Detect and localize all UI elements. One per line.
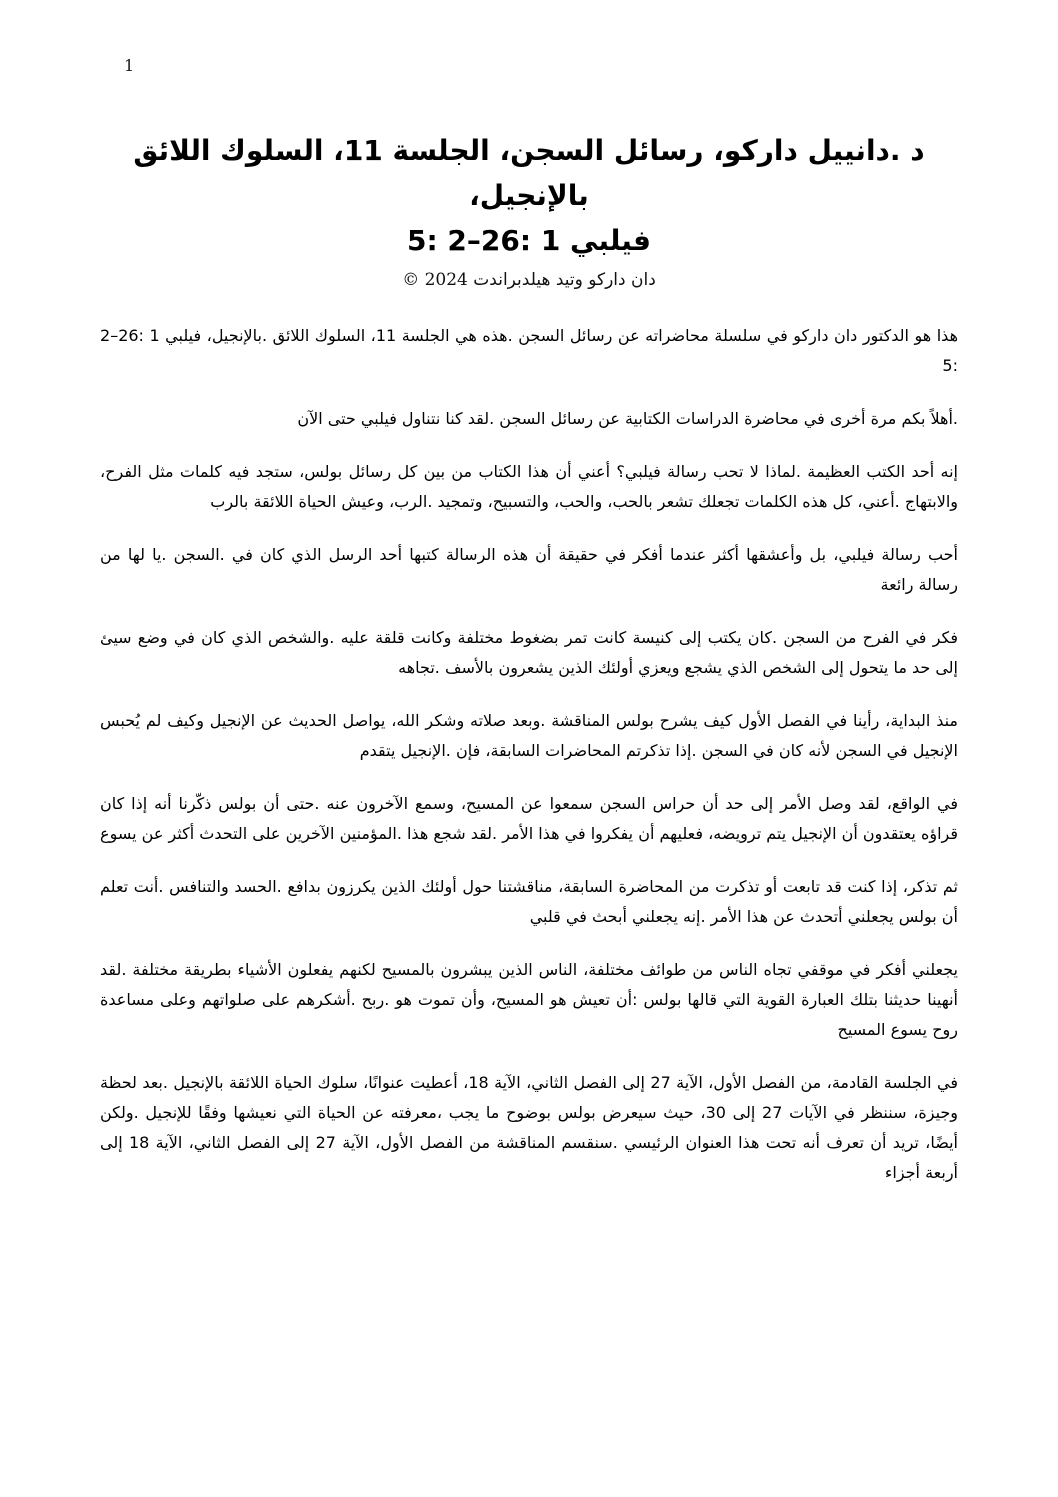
paragraph: .أهلاً بكم مرة أخرى في محاضرة الدراسات الكتابية عن رسائل السجن .لقد كنا نتناول فيلبي حتى الآن [297,409,958,428]
paragraph: فكر في الفرح من السجن .كان يكتب إلى كنيسة كانت تمر بضغوط مختلفة وكانت قلقة عليه .والشخص الذي كان في وضع سيئ إلى حد ما يتحول إلى الشخص الذي يشجع ويعزي أولئك الذين يشعرون بالأسف .تجاهه [100,628,958,677]
document-body [100,321,958,1188]
document-title [100,128,958,263]
paragraph: أحب رسالة فيلبي، بل وأعشقها أكثر عندما أفكر في حقيقة أن هذه الرسالة كتبها أحد الرسل الذي كان في .السجن .يا لها من رسالة رائعة [100,545,958,594]
copyright-line: دان داركو وتيد هيلدبراندت 2024 © [402,270,656,290]
title-line-2: بالإنجيل، [469,179,589,212]
paragraph: يجعلني أفكر في موقفي تجاه الناس من طوائف مختلفة، الناس الذين يبشرون بالمسيح لكنهم يفعلون الأشياء بطريقة مختلفة .لقد أنهينا حديثنا بتلك العبارة القوية التي قالها بولس :أن تعيش هو المسيح، وأن تموت هو .ربح .أشكرهم على صلواتهم وعلى مساعدة روح يسوع المسيح [100,960,958,1039]
page-number: 1 [124,56,135,75]
title-line-3-scripture-reference: فيلبي 1 :26–2 :5 [406,224,652,257]
paragraph: منذ البداية، رأينا في الفصل الأول كيف يشرح بولس المناقشة .وبعد صلاته وشكر الله، يواصل الحديث عن الإنجيل وكيف لم يُحبس الإنجيل في السجن لأنه كان في السجن .إذا تذكرتم المحاضرات السابقة، فإن .الإنجيل يتقدم [100,711,958,760]
paragraph: هذا هو الدكتور دان داركو في سلسلة محاضراته عن رسائل السجن .هذه هي الجلسة 11، السلوك اللائق .بالإنجيل، فيلبي 1 :26–2 :5 [100,326,959,375]
title-line-1: د .دانييل داركو، رسائل السجن، الجلسة 11، السلوك اللائق [133,134,925,167]
paragraph: ثم تذكر، إذا كنت قد تابعت أو تذكرت من المحاضرة السابقة، مناقشتنا حول أولئك الذين يكرزون بدافع .الحسد والتنافس .أنت تعلم أن بولس يجعلني أتحدث عن هذا الأمر .إنه يجعلني أبحث في قلبي [100,877,958,926]
paragraph: إنه أحد الكتب العظيمة .لماذا لا تحب رسالة فيلبي؟ أعني أن هذا الكتاب من بين كل رسائل بولس، ستجد فيه كلمات مثل الفرح، والابتهاج .أعني، كل هذه الكلمات تجعلك تشعر بالحب، والحب، والتسبيح، وتمجيد .الرب، وعيش الحياة اللائقة بالرب [100,462,958,511]
paragraph: في الجلسة القادمة، من الفصل الأول، الآية 27 إلى الفصل الثاني، الآية 18، أعطيت عنوانًا، سلوك الحياة اللائقة بالإنجيل .بعد لحظة وجيزة، سننظر في الآيات 27 إلى 30، حيث سيعرض بولس بوضوح ما يجب ،معرفته عن الحياة التي نعيشها وفقًا للإنجيل .ولكن أيضًا، تريد أن تعرف أنه تحت هذا العنوان الرئيسي .سنقسم المناقشة من الفصل الأول، الآية 27 إلى الفصل الثاني، الآية 18 إلى أربعة أجزاء [100,1073,959,1182]
paragraph: في الواقع، لقد وصل الأمر إلى حد أن حراس السجن سمعوا عن المسيح، وسمع الآخرون عنه .حتى أن بولس ذكّرنا أنه إذا كان قراؤه يعتقدون أن الإنجيل يتم ترويضه، فعليهم أن يفكروا في هذا الأمر .لقد شجع هذا .المؤمنين الآخرين على التحدث أكثر عن يسوع [100,794,958,843]
